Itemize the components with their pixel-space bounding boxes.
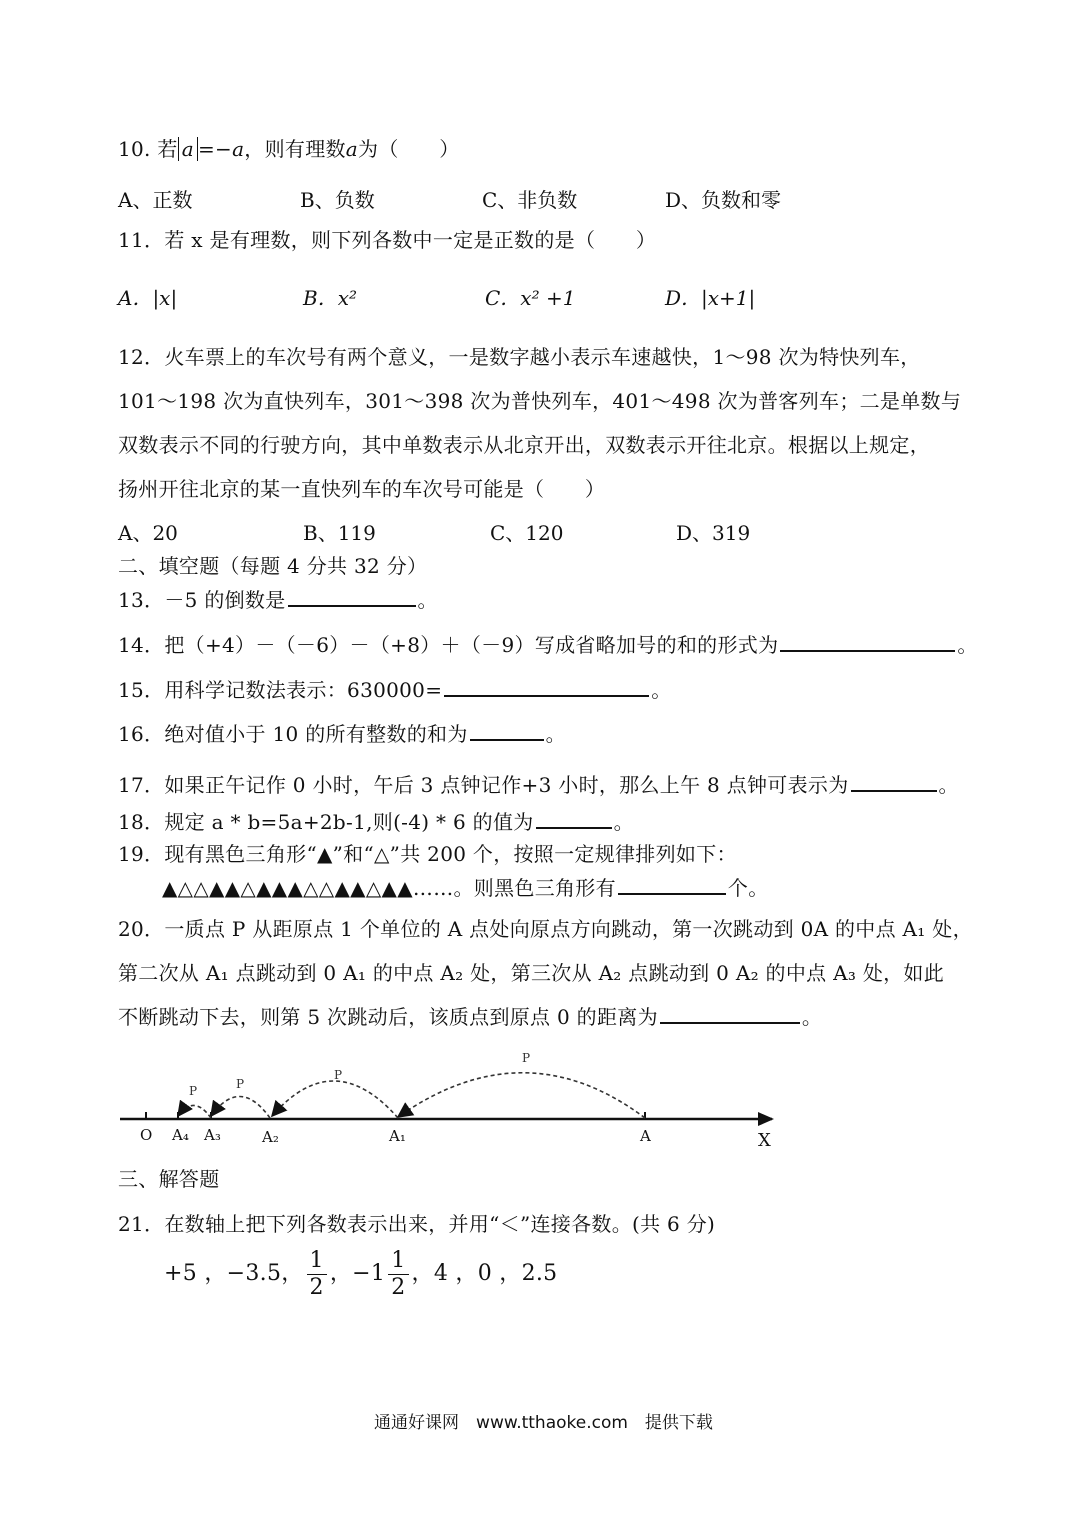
question-10 <box>118 135 460 163</box>
q10-prefix: 若 <box>157 137 178 161</box>
page-footer: 通通好课网 www.tthaoke.com 提供下载 <box>374 1413 713 1433</box>
q12-option-a: A、20 <box>118 521 178 545</box>
question-19-line-2 <box>162 873 769 902</box>
q12-line-1: 12．火车票上的车次号有两个意义，一是数字越小表示车速越快，1～98 次为特快列车， <box>118 345 921 369</box>
q17-text: 17．如果正午记作 0 小时，午后 3 点钟记作+3 小时，那么上午 8 点钟可表示为 <box>118 773 849 797</box>
q10-option-d: D、负数和零 <box>665 188 782 212</box>
jump-arc-4 <box>178 1105 211 1118</box>
q11-option-b: B．x² <box>303 286 357 310</box>
q12-option-c: C、120 <box>490 521 564 545</box>
question-17 <box>118 770 959 799</box>
q12-line-3: 双数表示不同的行驶方向，其中单数表示从北京开出，双数表示开往北京。根据以上规定， <box>118 433 930 457</box>
q17-answer-blank[interactable] <box>851 770 937 792</box>
q14-text: 14．把（+4）－（－6）－（+8）＋（－9）写成省略加号的和的形式为 <box>118 633 779 657</box>
p-label-4: P <box>189 1084 198 1098</box>
label-a: A <box>640 1127 651 1145</box>
q17-end: 。 <box>938 773 959 797</box>
label-a2: A₂ <box>262 1128 279 1146</box>
number-line-figure <box>110 1040 790 1155</box>
q18-text: 18．规定 a * b=5a+2b-1,则(-4) * 6 的值为 <box>118 810 534 834</box>
question-13 <box>118 585 438 614</box>
q10-post: 为（ ） <box>358 137 460 161</box>
q20-answer-blank[interactable] <box>660 1002 800 1024</box>
question-14 <box>118 630 978 659</box>
q21-numbers <box>164 1246 557 1302</box>
question-16 <box>118 719 566 748</box>
q19-end: 个。 <box>727 876 769 900</box>
q21-fraction-half <box>307 1248 327 1301</box>
label-a4: A₄ <box>172 1126 189 1144</box>
question-18 <box>118 807 634 836</box>
q21-mixed-fraction <box>388 1248 408 1301</box>
q21-frac-numerator: 1 <box>307 1248 327 1275</box>
q19-sequence: ▲△△▲▲△▲▲▲△△▲▲△▲▲……。则黑色三角形有 <box>162 876 616 900</box>
q13-end: 。 <box>417 588 438 612</box>
q21-tail: ，4 ，0 ，2.5 <box>411 1261 558 1286</box>
section-3-heading: 三、解答题 <box>118 1167 220 1191</box>
q18-end: 。 <box>613 810 634 834</box>
label-x: X <box>758 1130 771 1151</box>
q16-text: 16．绝对值小于 10 的所有整数的和为 <box>118 722 468 746</box>
q15-text: 15．用科学记数法表示：630000= <box>118 678 443 702</box>
q10-rhs: a <box>232 137 245 161</box>
q12-line-2: 101～198 次为直快列车，301～398 次为普快列车，401～498 次为普客列车；二是单数与 <box>118 389 962 413</box>
q13-text: 13．－5 的倒数是 <box>118 588 286 612</box>
question-15 <box>118 675 672 704</box>
label-o: O <box>140 1126 153 1144</box>
q21-mixed-numerator: 1 <box>388 1248 408 1275</box>
q16-end: 。 <box>545 722 566 746</box>
q14-answer-blank[interactable] <box>780 630 955 652</box>
q14-end: 。 <box>957 633 978 657</box>
p-label-3: P <box>236 1077 245 1091</box>
q21-mixed-denominator: 2 <box>391 1274 406 1300</box>
q10-abs-a: a <box>178 137 198 161</box>
question-21: 21．在数轴上把下列各数表示出来，并用“＜”连接各数。(共 6 分) <box>118 1212 716 1236</box>
q10-var: a <box>345 137 359 161</box>
p-label-2: P <box>334 1068 343 1082</box>
q20-text: 不断跳动下去，则第 5 次跳动后，该质点到原点 0 的距离为 <box>118 1005 658 1029</box>
question-20-line-3 <box>118 1002 822 1031</box>
q16-answer-blank[interactable] <box>470 719 544 741</box>
q12-option-b: B、119 <box>303 521 376 545</box>
label-a1: A₁ <box>389 1127 406 1145</box>
q21-frac-denominator: 2 <box>309 1274 324 1300</box>
question-19-line-1: 19．现有黑色三角形“▲”和“△”共 200 个，按照一定规律排列如下： <box>118 842 737 866</box>
q10-option-a: A、正数 <box>118 188 193 212</box>
q20-end: 。 <box>801 1005 823 1029</box>
q15-answer-blank[interactable] <box>444 675 649 697</box>
q11-option-a: A．|x| <box>118 286 178 310</box>
jump-arc-3 <box>211 1096 270 1118</box>
question-20-line-1: 20．一质点 P 从距原点 1 个单位的 A 点处向原点方向跳动，第一次跳动到 0A 的中点 A₁ 处， <box>118 917 973 941</box>
q11-option-d: D．|x+1| <box>665 286 756 310</box>
section-2-heading: 二、填空题（每题 4 分共 32 分） <box>118 554 428 578</box>
q10-eq: =− <box>197 137 233 161</box>
q15-end: 。 <box>651 678 672 702</box>
q10-option-b: B、负数 <box>300 188 375 212</box>
p-label-1: P <box>522 1051 531 1065</box>
q12-line-4: 扬州开往北京的某一直快列车的车次号可能是（ ） <box>118 477 606 501</box>
x-axis-arrow <box>758 1112 774 1126</box>
q18-answer-blank[interactable] <box>536 807 612 829</box>
q13-answer-blank[interactable] <box>288 585 416 607</box>
q21-n1: +5 ，−3.5， <box>164 1261 304 1286</box>
q12-option-d: D、319 <box>676 521 751 545</box>
jump-arc-1 <box>398 1073 645 1118</box>
q11-option-c: C．x² +1 <box>485 286 576 310</box>
jump-arc-2 <box>272 1081 398 1118</box>
q10-option-c: C、非负数 <box>482 188 578 212</box>
question-11: 11．若 x 是有理数，则下列各数中一定是正数的是（ ） <box>118 228 657 252</box>
q21-sep: ，−1 <box>329 1261 386 1286</box>
question-20-line-2: 第二次从 A₁ 点跳动到 0 A₁ 的中点 A₂ 处，第三次从 A₂ 点跳动到 0 A₂ 的中点 A₃ 处，如此 <box>118 961 945 985</box>
label-a3: A₃ <box>204 1126 221 1144</box>
q19-answer-blank[interactable] <box>618 873 726 895</box>
q10-mid: ，则有理数 <box>244 137 346 161</box>
q10-number: 10. <box>118 137 151 161</box>
